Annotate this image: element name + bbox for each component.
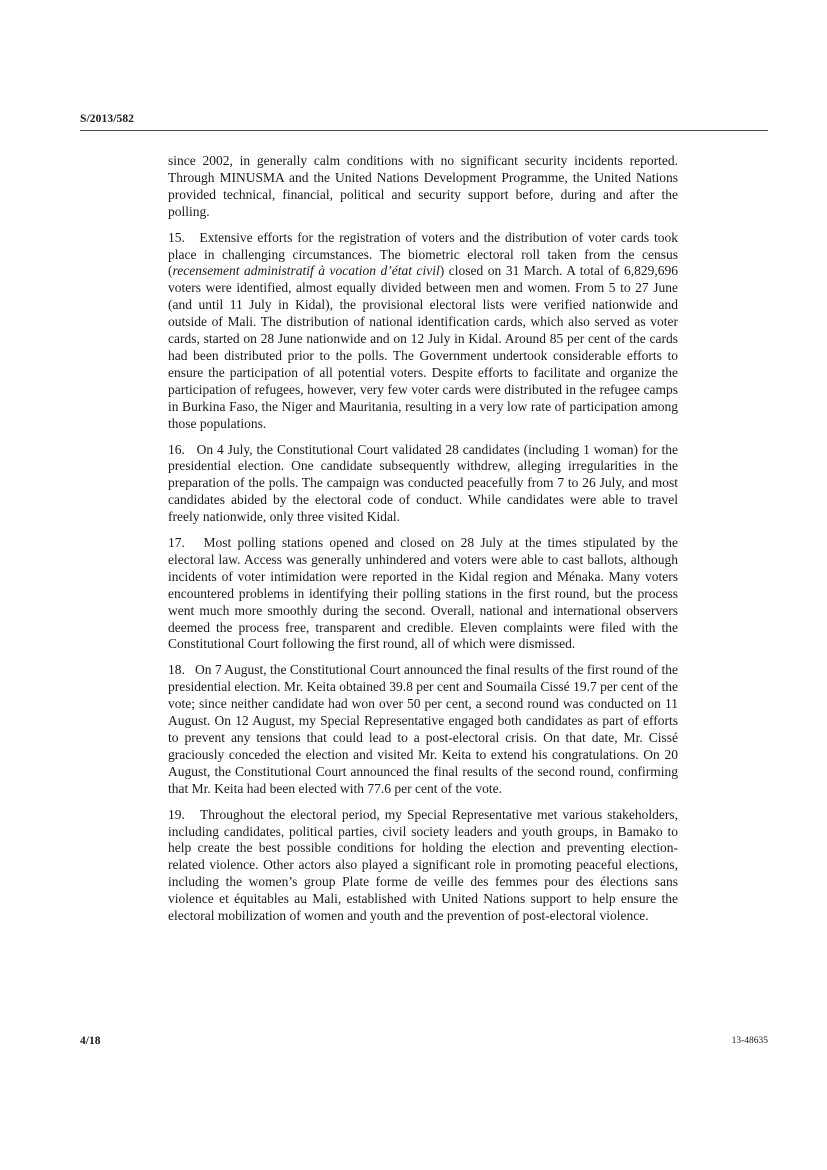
paragraph-number: 19. — [168, 806, 185, 822]
paragraph-text-end: ) closed on 31 March. A total of 6,829,696 voters were identified, almost equally divided between men and women. From 5 to 27 June (and until 11 July in Kidal), the provisional electoral lists were verified nationwide and outside of Mali. The distribution of national identification cards, which also served as voter cards, started on 28 June nationwide and on 12 July in Kidal. Around 85 per cent of the cards had been distributed prior to the polls. The Government undertook considerable efforts to ensure the participation of all potential voters. Despite efforts to facilitate and organize the participation of refugees, however, very few voter cards were distributed in the refugee camps in Burkina Faso, the Niger and Mauritania, resulting in a very low rate of participation among those populations. — [168, 263, 679, 431]
paragraph-15 — [168, 230, 678, 433]
paragraph-16 — [168, 442, 678, 527]
paragraph-text: On 7 August, the Constitutional Court announced the final results of the first round of the presidential election. Mr. Keita obtained 39.8 per cent and Soumaila Cissé 19.7 per cent of the vote; since neither candidate had won over 50 per cent, a second round was conducted on 11 August. On 12 August, my Special Representative engaged both candidates as part of efforts to prevent any tensions that could lead to a post-electoral crisis. On that date, Mr. Cissé graciously conceded the election and visited Mr. Keita to extend his congratulations. On 20 August, the Constitutional Court announced the final results of the second round, confirming that Mr. Keita had been elected with 77.6 per cent of the vote. — [168, 662, 678, 796]
paragraph-text: Throughout the electoral period, my Special Representative met various stakeholders, including candidates, political parties, civil society leaders and youth groups, in Bamako to help create the best possible conditions for holding the election and preventing election-related violence. Other actors also played a significant role in promoting peaceful elections, including the women’s group Plate forme de veille des femmes pour des élections sans violence et équitables au Mali, established with United Nations support to help ensure the electoral mobilization of women and youth and the prevention of post-electoral violence. — [168, 806, 679, 924]
document-number: 13-48635 — [731, 1036, 768, 1046]
paragraph-number: 17. — [168, 535, 185, 551]
paragraph-text: Extensive efforts for the registration of voters and the distribution of voter cards took place in challenging circumstances. The biometric electoral roll taken from the census ( — [168, 229, 678, 279]
paragraph-number: 15. — [168, 229, 185, 245]
paragraph-number: 16. — [168, 441, 185, 457]
paragraph-17 — [168, 535, 678, 653]
paragraph-number: 18. — [168, 662, 185, 678]
paragraph-18 — [168, 662, 678, 797]
header-rule — [80, 130, 768, 131]
document-symbol: S/2013/582 — [80, 113, 135, 125]
paragraph-italic-text: recensement administratif à vocation d’état civil — [172, 263, 440, 279]
paragraph-text: since 2002, in generally calm conditions with no significant security incidents reported. Through MINUSMA and the United Nations Development Programme, the United Nations provided technical, financial, political and security support before, during and after the polling. — [168, 153, 678, 219]
paragraph-continued — [168, 153, 678, 221]
paragraph-text: On 4 July, the Constitutional Court validated 28 candidates (including 1 woman) for the presidential election. One candidate subsequently withdrew, alleging irregularities in the preparation of the polls. The campaign was conducted peacefully from 7 to 26 July, and most candidates abided by the electoral code of conduct. While candidates were able to travel freely nationwide, only three visited Kidal. — [168, 441, 678, 525]
document-body — [168, 153, 678, 934]
page-number: 4/18 — [80, 1035, 101, 1047]
paragraph-19 — [168, 807, 678, 925]
paragraph-text: Most polling stations opened and closed on 28 July at the times stipulated by the electoral law. Access was generally unhindered and voters were able to cast ballots, although incidents of voter intimidation were reported in the Kidal region and Ménaka. Many voters encountered problems in identifying their polling stations in the first round, but the process went much more smoothly during the second. Overall, national and international observers deemed the process free, transparent and credible. Eleven complaints were filed with the Constitutional Court following the first round, all of which were dismissed. — [168, 535, 678, 652]
